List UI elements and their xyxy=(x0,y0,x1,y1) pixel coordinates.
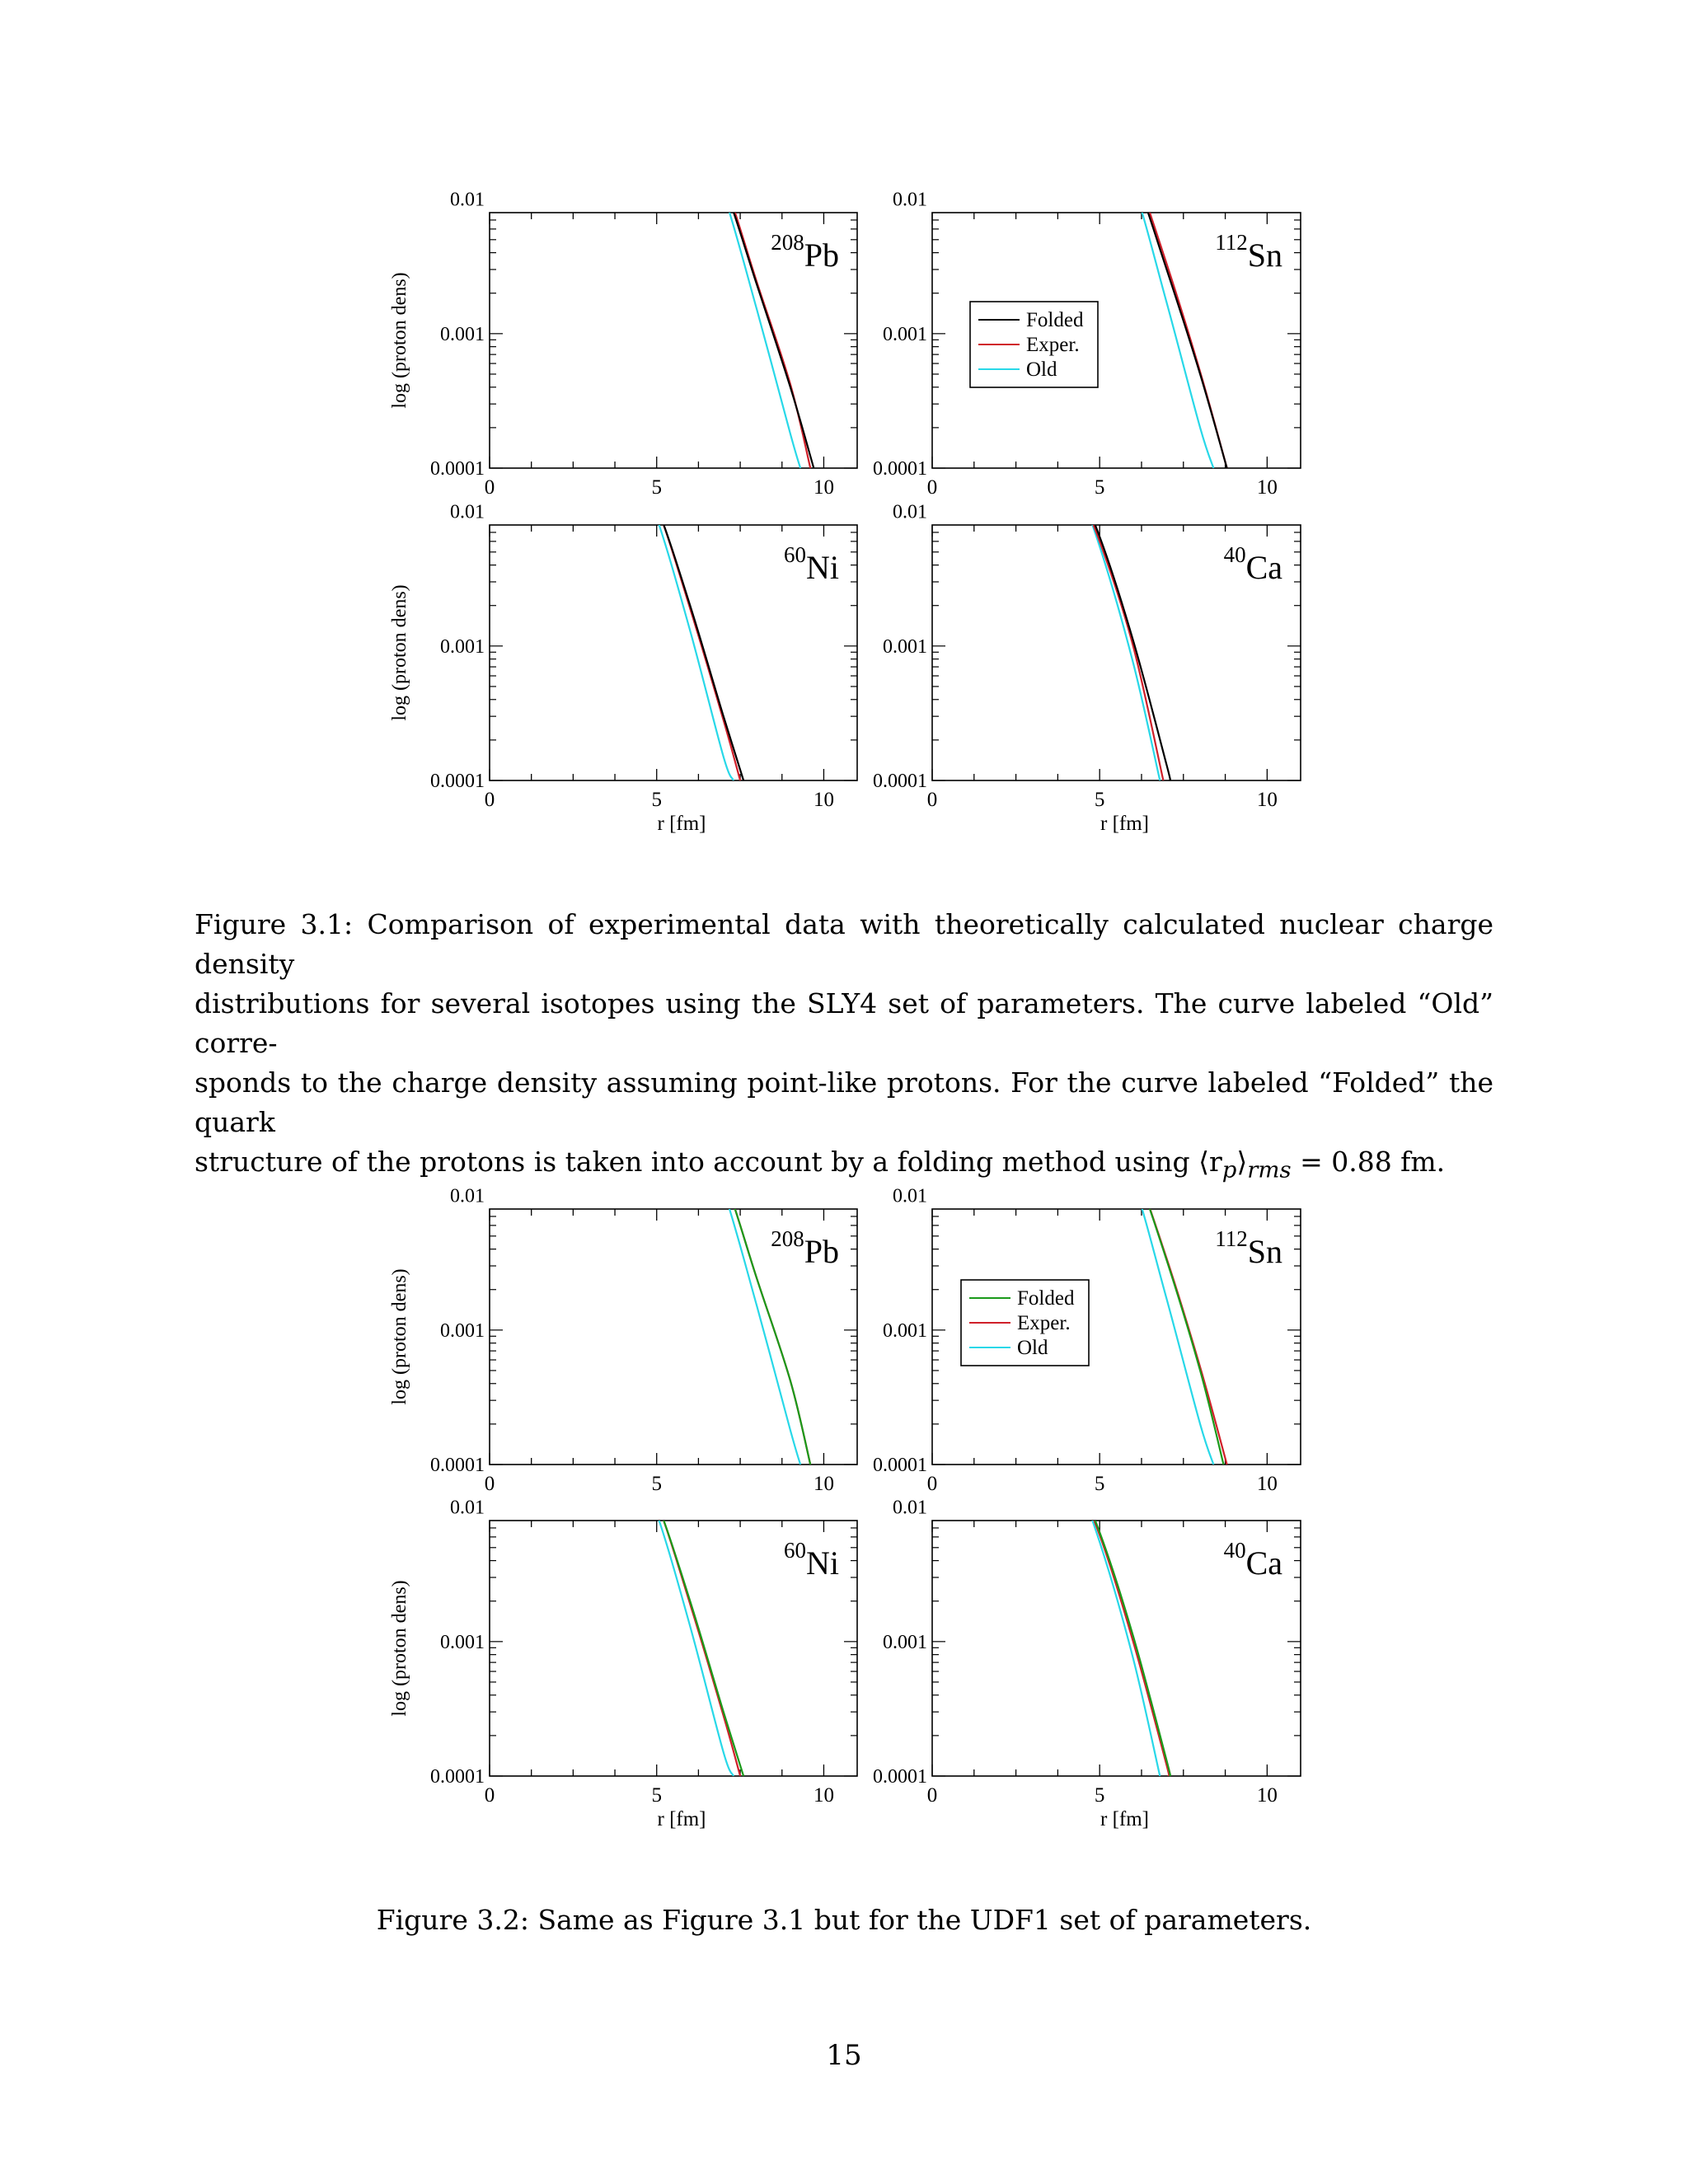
x-axis-label: r [fm] xyxy=(1100,1808,1149,1830)
chart-panel-ca-fig1 xyxy=(873,382,1301,835)
isotope-label xyxy=(1215,1226,1282,1270)
y-tick-label: 0.001 xyxy=(440,1319,485,1342)
y-tick-label: 0.0001 xyxy=(873,1455,927,1476)
isotope-symbol: Ni xyxy=(806,549,839,586)
isotope-symbol: Sn xyxy=(1247,1233,1282,1270)
x-tick-label: 10 xyxy=(1256,1784,1278,1807)
x-tick-label: 10 xyxy=(813,1473,834,1495)
series-line-exper xyxy=(490,388,740,780)
series-line-old xyxy=(490,387,734,780)
chart-panel-pb-fig1 xyxy=(389,89,857,499)
y-tick-label: 0.0001 xyxy=(430,458,485,480)
chart-panel-sn-fig1 xyxy=(873,81,1301,499)
y-tick-label: 0.001 xyxy=(440,323,485,345)
legend-entry: Exper. xyxy=(1026,334,1080,356)
x-tick-label: 5 xyxy=(1094,789,1105,811)
x-tick-label: 10 xyxy=(1256,476,1278,499)
isotope-mass-number: 112 xyxy=(1215,230,1248,255)
y-tick-label: 0.0001 xyxy=(873,1766,927,1788)
y-tick-label: 0.01 xyxy=(450,189,485,211)
isotope-mass-number: 112 xyxy=(1215,1226,1248,1251)
y-axis-label: log (proton dens) xyxy=(389,272,410,409)
y-tick-label: 0.01 xyxy=(893,1185,927,1207)
isotope-symbol: Sn xyxy=(1247,237,1282,274)
x-tick-label: 0 xyxy=(484,789,495,811)
x-tick-label: 0 xyxy=(484,1473,495,1495)
legend-entry: Old xyxy=(1017,1337,1048,1359)
caption-line-4-end: = 0.88 fm. xyxy=(1291,1146,1446,1178)
y-tick-label: 0.01 xyxy=(450,1185,485,1207)
y-tick-label: 0.01 xyxy=(893,1497,927,1519)
legend-entry: Folded xyxy=(1026,309,1084,331)
isotope-symbol: Ca xyxy=(1245,549,1282,586)
y-tick-label: 0.0001 xyxy=(873,458,927,480)
x-tick-label: 0 xyxy=(926,789,938,811)
series-line-folded xyxy=(490,1385,743,1776)
x-tick-label: 5 xyxy=(1094,476,1105,499)
isotope-symbol: Pb xyxy=(804,237,839,274)
page-number: 15 xyxy=(826,2039,862,2072)
y-axis-label: log (proton dens) xyxy=(389,584,410,721)
caption-line-1: Comparison of experimental data with theoretically calculated nuclear charge density xyxy=(195,908,1494,980)
isotope-label xyxy=(1224,542,1283,586)
x-tick-label: 0 xyxy=(926,1473,938,1495)
legend-entry: Folded xyxy=(1017,1287,1075,1310)
y-tick-label: 0.001 xyxy=(883,323,927,345)
isotope-label xyxy=(784,542,839,586)
legend-entry: Exper. xyxy=(1017,1312,1071,1334)
isotope-mass-number: 208 xyxy=(771,1226,804,1251)
series-line-old xyxy=(490,1383,734,1776)
y-tick-label: 0.01 xyxy=(893,189,927,211)
isotope-mass-number: 208 xyxy=(771,230,804,255)
isotope-mass-number: 40 xyxy=(1223,1538,1246,1563)
x-tick-label: 10 xyxy=(813,476,834,499)
x-axis-label: r [fm] xyxy=(657,1808,706,1830)
y-axis-label: log (proton dens) xyxy=(389,1580,410,1717)
isotope-label xyxy=(771,1226,839,1270)
series-line-folded xyxy=(490,91,814,468)
legend xyxy=(961,1280,1089,1366)
x-tick-label: 10 xyxy=(813,789,834,811)
isotope-label xyxy=(1224,1538,1283,1582)
y-tick-label: 0.01 xyxy=(893,501,927,523)
caption-line-2: distributions for several isotopes using the SLY4 set of parameters. The curve labeled “Old” corre- xyxy=(195,987,1493,1059)
y-tick-label: 0.0001 xyxy=(430,1455,485,1476)
series-line-exper xyxy=(490,1384,740,1776)
x-tick-label: 5 xyxy=(651,789,662,811)
series-line-exper xyxy=(932,385,1163,780)
x-tick-label: 0 xyxy=(926,476,938,499)
series-line-old xyxy=(932,1379,1160,1776)
y-tick-label: 0.01 xyxy=(450,501,485,523)
y-tick-label: 0.001 xyxy=(440,1631,485,1653)
series-line-folded xyxy=(932,1380,1170,1777)
isotope-label xyxy=(1215,230,1282,274)
chart-panel-ni-fig2 xyxy=(389,1383,857,1830)
y-axis-label: log (proton dens) xyxy=(389,1268,410,1405)
series-line-exper xyxy=(490,93,810,468)
isotope-label xyxy=(771,230,839,274)
isotope-label xyxy=(784,1538,839,1582)
y-tick-label: 0.001 xyxy=(883,1319,927,1342)
series-line-old xyxy=(490,89,800,468)
caption-line-3: sponds to the charge density assuming point-like protons. For the curve labeled “Folded” the quark xyxy=(195,1066,1493,1138)
y-tick-label: 0.0001 xyxy=(430,771,485,792)
isotope-mass-number: 60 xyxy=(784,542,806,567)
x-tick-label: 5 xyxy=(1094,1784,1105,1807)
legend xyxy=(970,302,1098,387)
y-tick-label: 0.0001 xyxy=(873,771,927,792)
y-tick-label: 0.01 xyxy=(450,1497,485,1519)
caption-rp-subscript: p xyxy=(1221,1156,1237,1183)
series-line-folded xyxy=(932,82,1227,468)
isotope-symbol: Pb xyxy=(804,1233,839,1270)
isotope-symbol: Ca xyxy=(1245,1544,1282,1582)
y-tick-label: 0.0001 xyxy=(430,1766,485,1788)
y-tick-label: 0.001 xyxy=(440,635,485,658)
x-tick-label: 10 xyxy=(813,1784,834,1807)
isotope-mass-number: 60 xyxy=(784,1538,806,1563)
legend-entry: Old xyxy=(1026,359,1057,381)
caption-line-4: structure of the protons is taken into account by a folding method using ⟨r xyxy=(195,1146,1222,1178)
series-line-old xyxy=(932,81,1213,468)
isotope-mass-number: 40 xyxy=(1223,542,1246,567)
x-tick-label: 10 xyxy=(1256,789,1278,811)
isotope-symbol: Ni xyxy=(806,1544,839,1582)
x-axis-label: r [fm] xyxy=(1100,813,1149,835)
figure-3-2-caption xyxy=(195,1900,1493,1940)
series-line-exper xyxy=(932,1380,1170,1779)
x-tick-label: 0 xyxy=(484,1784,495,1807)
chart-panel-ni-fig1 xyxy=(389,387,857,835)
y-tick-label: 0.001 xyxy=(883,635,927,658)
series-line-old xyxy=(932,382,1160,780)
series-line-folded xyxy=(490,389,743,780)
y-tick-label: 0.001 xyxy=(883,1631,927,1653)
x-tick-label: 5 xyxy=(651,1784,662,1807)
chart-panel-ca-fig2 xyxy=(873,1379,1301,1830)
series-line-folded xyxy=(932,383,1170,780)
caption-label: Figure 3.1: xyxy=(195,908,354,940)
caption-text: Same as Figure 3.1 but for the UDF1 set of parameters. xyxy=(537,1904,1312,1936)
caption-rms-subscript: rms xyxy=(1247,1156,1292,1183)
x-tick-label: 5 xyxy=(651,1473,662,1495)
x-axis-label: r [fm] xyxy=(657,813,706,835)
x-tick-label: 0 xyxy=(484,476,495,499)
x-tick-label: 0 xyxy=(926,1784,938,1807)
x-tick-label: 5 xyxy=(1094,1473,1105,1495)
x-tick-label: 5 xyxy=(651,476,662,499)
caption-bracket: ⟩ xyxy=(1236,1146,1248,1178)
x-tick-label: 10 xyxy=(1256,1473,1278,1495)
caption-label: Figure 3.2: xyxy=(376,1904,529,1936)
series-line-exper xyxy=(932,82,1227,468)
figure-3-1-caption xyxy=(195,905,1493,1190)
